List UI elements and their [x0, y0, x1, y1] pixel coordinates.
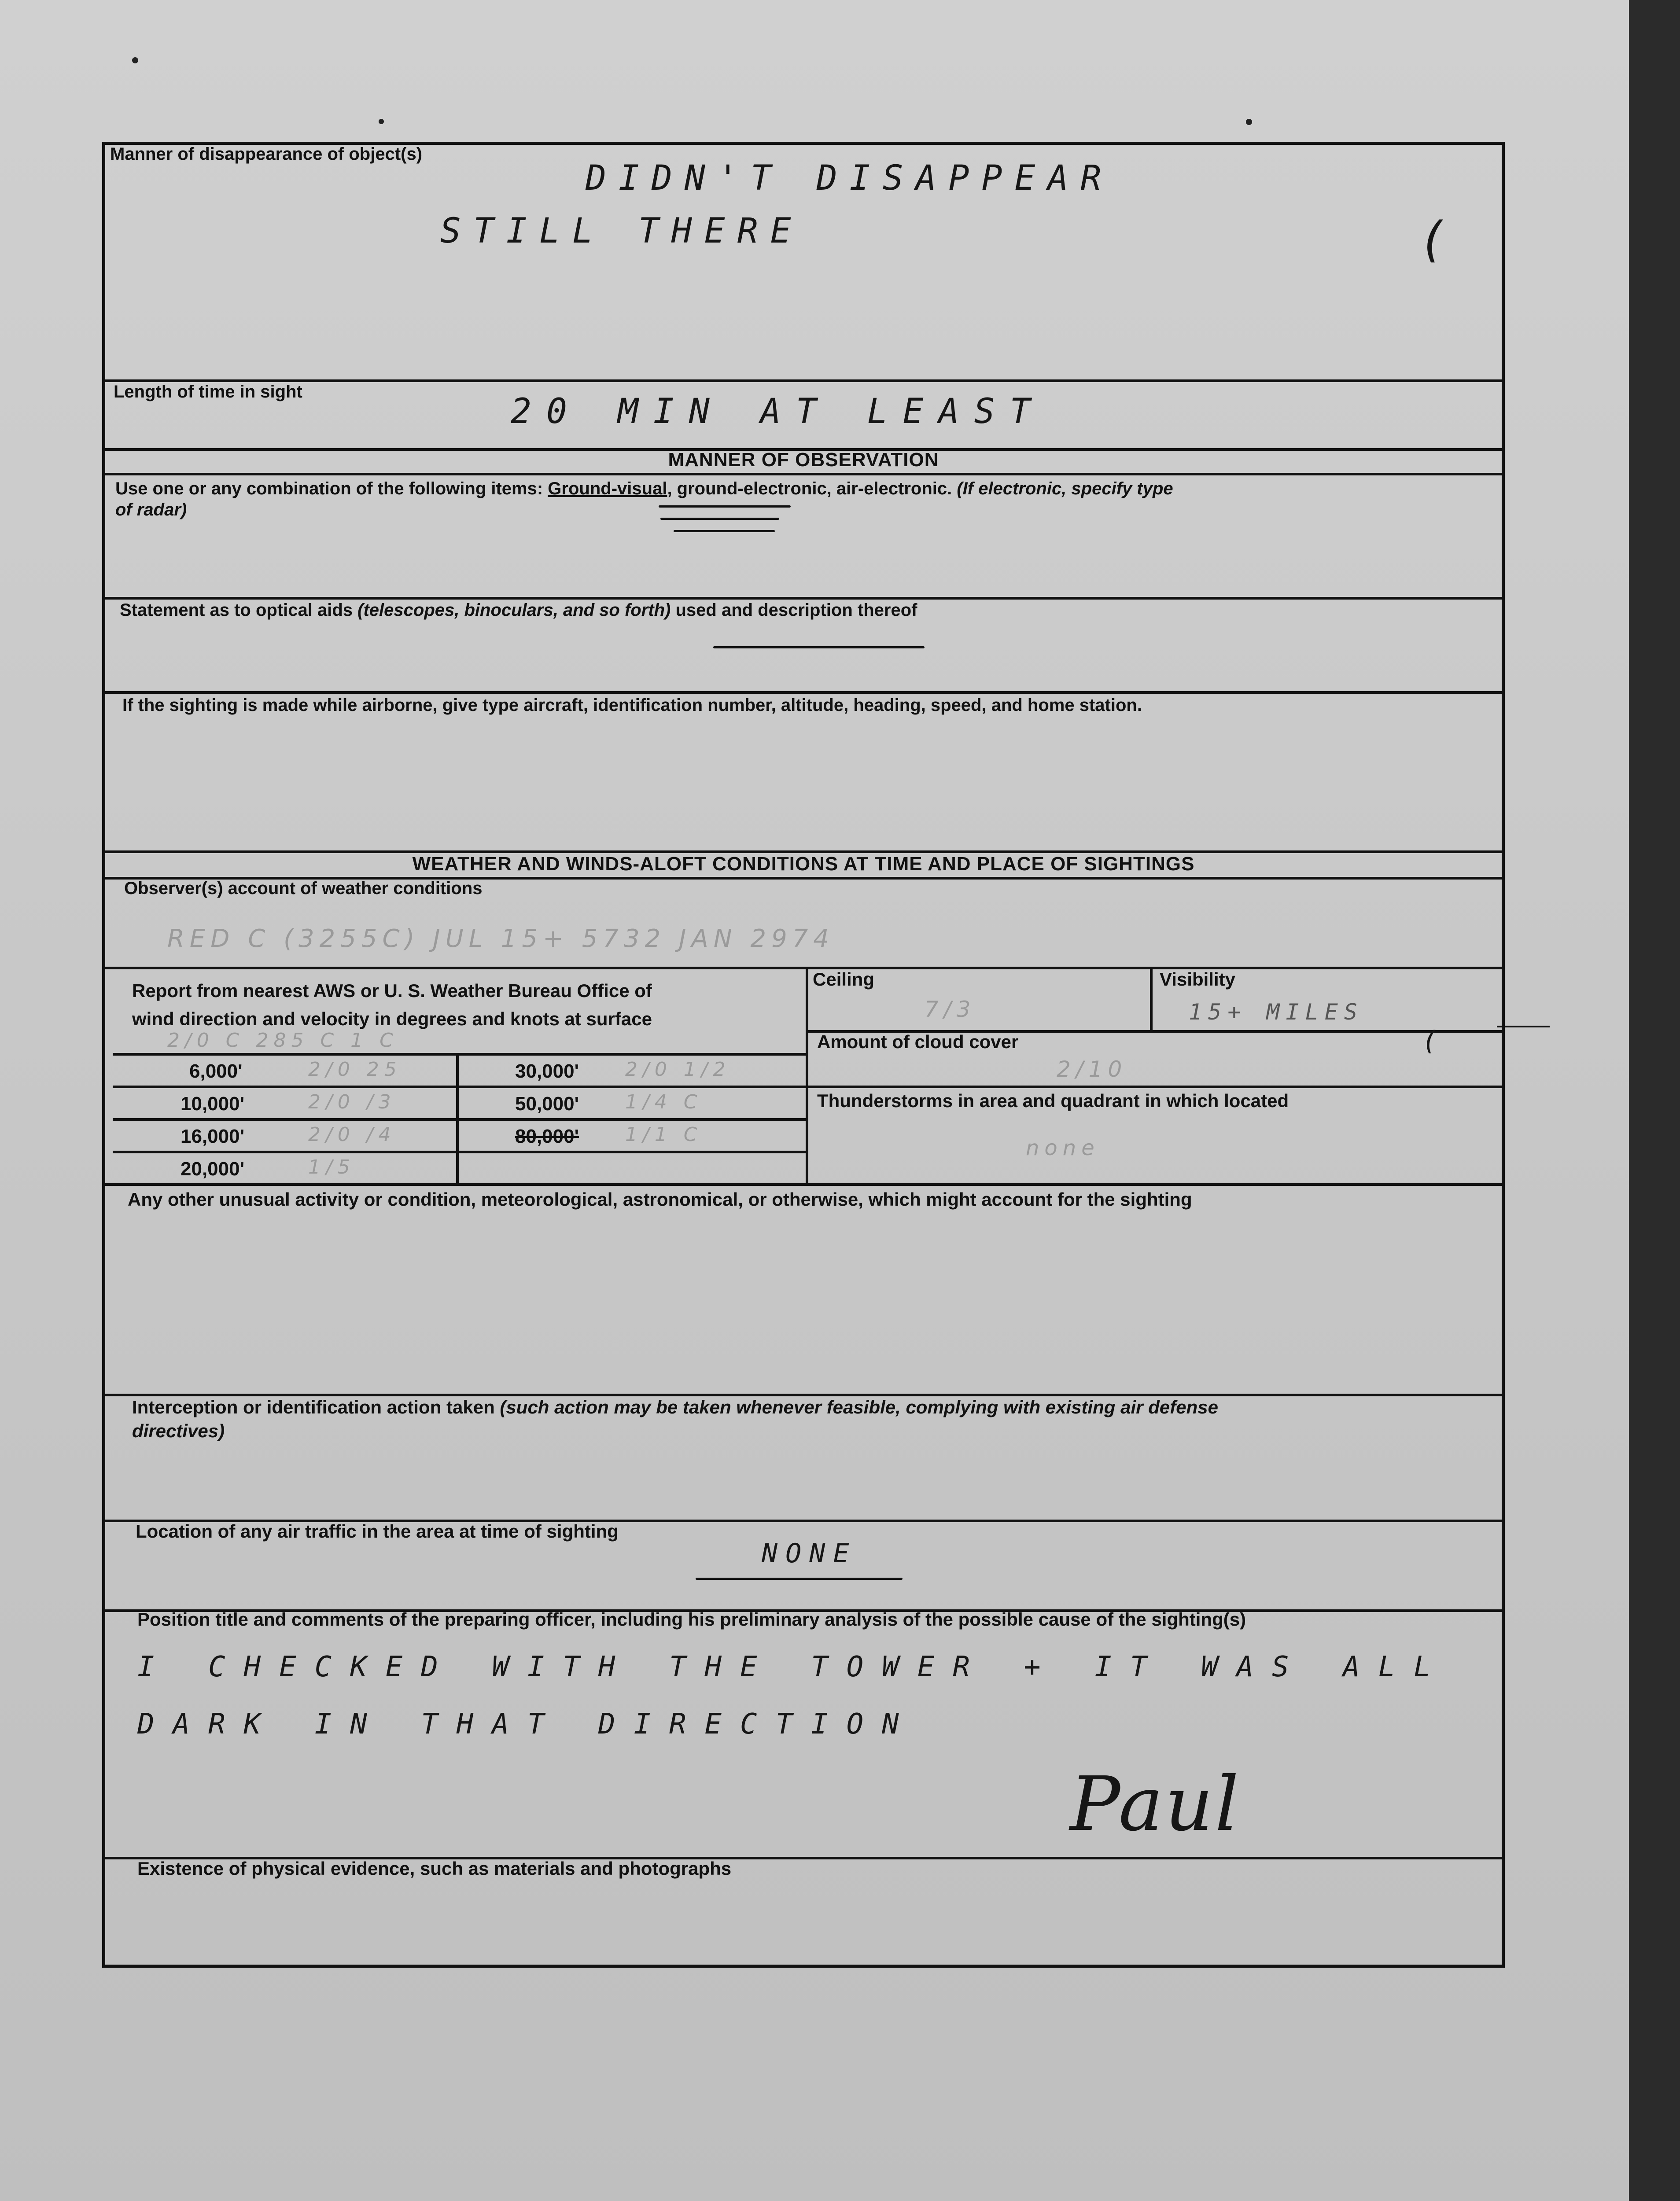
disappearance-answer-line1: DIDN'T DISAPPEAR: [586, 158, 1114, 198]
observer-weather-faint-writing: RED C (3255C) JUL 15+ 5732 JAN 2974: [167, 924, 835, 953]
observation-label-a: Use one or any combination of the following items:: [115, 479, 548, 498]
observation-option-ground-visual: Ground-visual: [548, 479, 667, 498]
aws-row-1-alt-a: 6,000': [189, 1060, 243, 1082]
observer-weather-label: Observer(s) account of weather conditions: [124, 879, 483, 898]
ground-visual-underline-2: [660, 518, 779, 520]
aws-faint-values-3: 2/0 /3: [308, 1091, 396, 1113]
aws-faint-values-7: 1/5: [308, 1156, 355, 1178]
ceiling-label: Ceiling: [813, 969, 875, 990]
aws-faint-values-2: 2/0 1/2: [625, 1058, 731, 1081]
aws-faint-values-5: 2/0 /4: [308, 1123, 396, 1146]
weather-header: WEATHER AND WINDS-ALOFT CONDITIONS AT TIME AND PLACE OF SIGHTINGS: [412, 853, 1195, 875]
visibility-label: Visibility: [1160, 969, 1235, 990]
officer-signature: Paul: [1070, 1761, 1241, 1848]
aws-label-line1: Report from nearest AWS or U. S. Weather Bureau Office of: [132, 980, 652, 1001]
officer-comments-line2: DARK IN THAT DIRECTION: [137, 1708, 917, 1741]
aws-label-line2: wind direction and velocity in degrees and knots at surface: [132, 1008, 652, 1029]
air-traffic-underline: [696, 1578, 903, 1580]
ceiling-faint: 7/3: [925, 997, 976, 1022]
cloud-cover-label: Amount of cloud cover: [817, 1031, 1019, 1052]
aws-row-2-alt-a: 10,000': [181, 1093, 245, 1115]
observation-label: [115, 478, 1173, 499]
ceiling-visibility-divider: [1150, 967, 1153, 1032]
aws-row-1-alt-b: 30,000': [515, 1060, 579, 1082]
air-traffic-label: Location of any air traffic in the area at time of sighting: [136, 1521, 619, 1542]
observation-label-line2: of radar): [115, 500, 187, 519]
airborne-label: If the sighting is made while airborne, give type aircraft, identification number, altitude, heading, speed, and home station.: [122, 696, 1142, 715]
air-traffic-answer: NONE: [762, 1538, 857, 1569]
aws-faint-values-4: 1/4 C: [625, 1091, 703, 1113]
divider-observation: [102, 473, 1505, 475]
aws-row-3-alt-a: 16,000': [181, 1126, 245, 1147]
aws-row-3-alt-b: 80,000': [515, 1126, 579, 1147]
visibility-handwriting: 15+ MILES: [1189, 999, 1363, 1025]
aws-row-divider-2: [113, 1118, 808, 1121]
ground-visual-underline-3: [674, 530, 775, 532]
aws-col-divider: [456, 1053, 459, 1185]
unusual-activity-label: Any other unusual activity or condition, meteorological, astronomical, or otherwise, which might account for the sighting: [128, 1189, 1192, 1210]
officer-comments-line1: I CHECKED WITH THE TOWER + IT WAS ALL: [137, 1651, 1449, 1683]
interception-label-line2: directives): [132, 1421, 225, 1441]
aws-row-4-alt-a: 20,000': [181, 1158, 245, 1180]
disappearance-answer-line2: STILL THERE: [440, 211, 803, 251]
cloud-cover-faint: 2/10: [1057, 1056, 1127, 1082]
disappearance-label: Manner of disappearance of object(s): [110, 144, 423, 164]
aws-row-divider-3: [113, 1151, 808, 1153]
dust-speck: [379, 119, 384, 124]
divider-unusual: [102, 1183, 1505, 1186]
thunderstorms-label: Thunderstorms in area and quadrant in which located: [817, 1090, 1289, 1111]
optical-aids-dash-line: [713, 646, 925, 648]
divider-aws: [102, 967, 1505, 969]
interception-label: Interception or identification action taken (such action may be taken whenever feasible, complying with existing air defense: [132, 1397, 1218, 1417]
cloud-side-bracket: (: [1422, 1026, 1438, 1056]
aws-faint-values-1: 2/0 25: [308, 1058, 402, 1081]
aws-row-divider-1: [113, 1086, 808, 1088]
divider-time: [102, 379, 1505, 382]
dust-speck: [132, 57, 138, 63]
aws-faint-values-6: 1/1 C: [625, 1123, 703, 1146]
aws-row-2-alt-b: 50,000': [515, 1093, 579, 1115]
physical-evidence-label: Existence of physical evidence, such as materials and photographs: [137, 1858, 732, 1879]
visibility-side-tick: [1497, 1026, 1550, 1027]
divider-airborne: [102, 691, 1505, 694]
ground-visual-underline-1: [659, 505, 791, 508]
margin-bracket-mark: (: [1418, 211, 1448, 268]
observation-label-italic: (If electronic, specify type: [957, 479, 1173, 498]
dust-speck: [1246, 119, 1252, 125]
divider-thunder: [806, 1086, 1505, 1088]
aws-surface-faint: 2/0 C 285 C 1 C: [167, 1029, 398, 1052]
officer-comments-label: Position title and comments of the preparing officer, including his preliminary analysis of the possible cause of the sighting(s): [137, 1609, 1246, 1630]
time-in-sight-answer: 20 MIN AT LEAST: [511, 392, 1046, 431]
aws-table-top: [113, 1053, 808, 1056]
thunderstorms-faint: none: [1026, 1136, 1100, 1160]
time-in-sight-label: Length of time in sight: [114, 382, 302, 401]
optical-aids-label: Statement as to optical aids (telescopes, binoculars, and so forth) used and description thereof: [120, 600, 917, 620]
observation-label-b: , ground-electronic, air-electronic.: [667, 479, 957, 498]
manner-of-observation-header: MANNER OF OBSERVATION: [668, 449, 939, 471]
